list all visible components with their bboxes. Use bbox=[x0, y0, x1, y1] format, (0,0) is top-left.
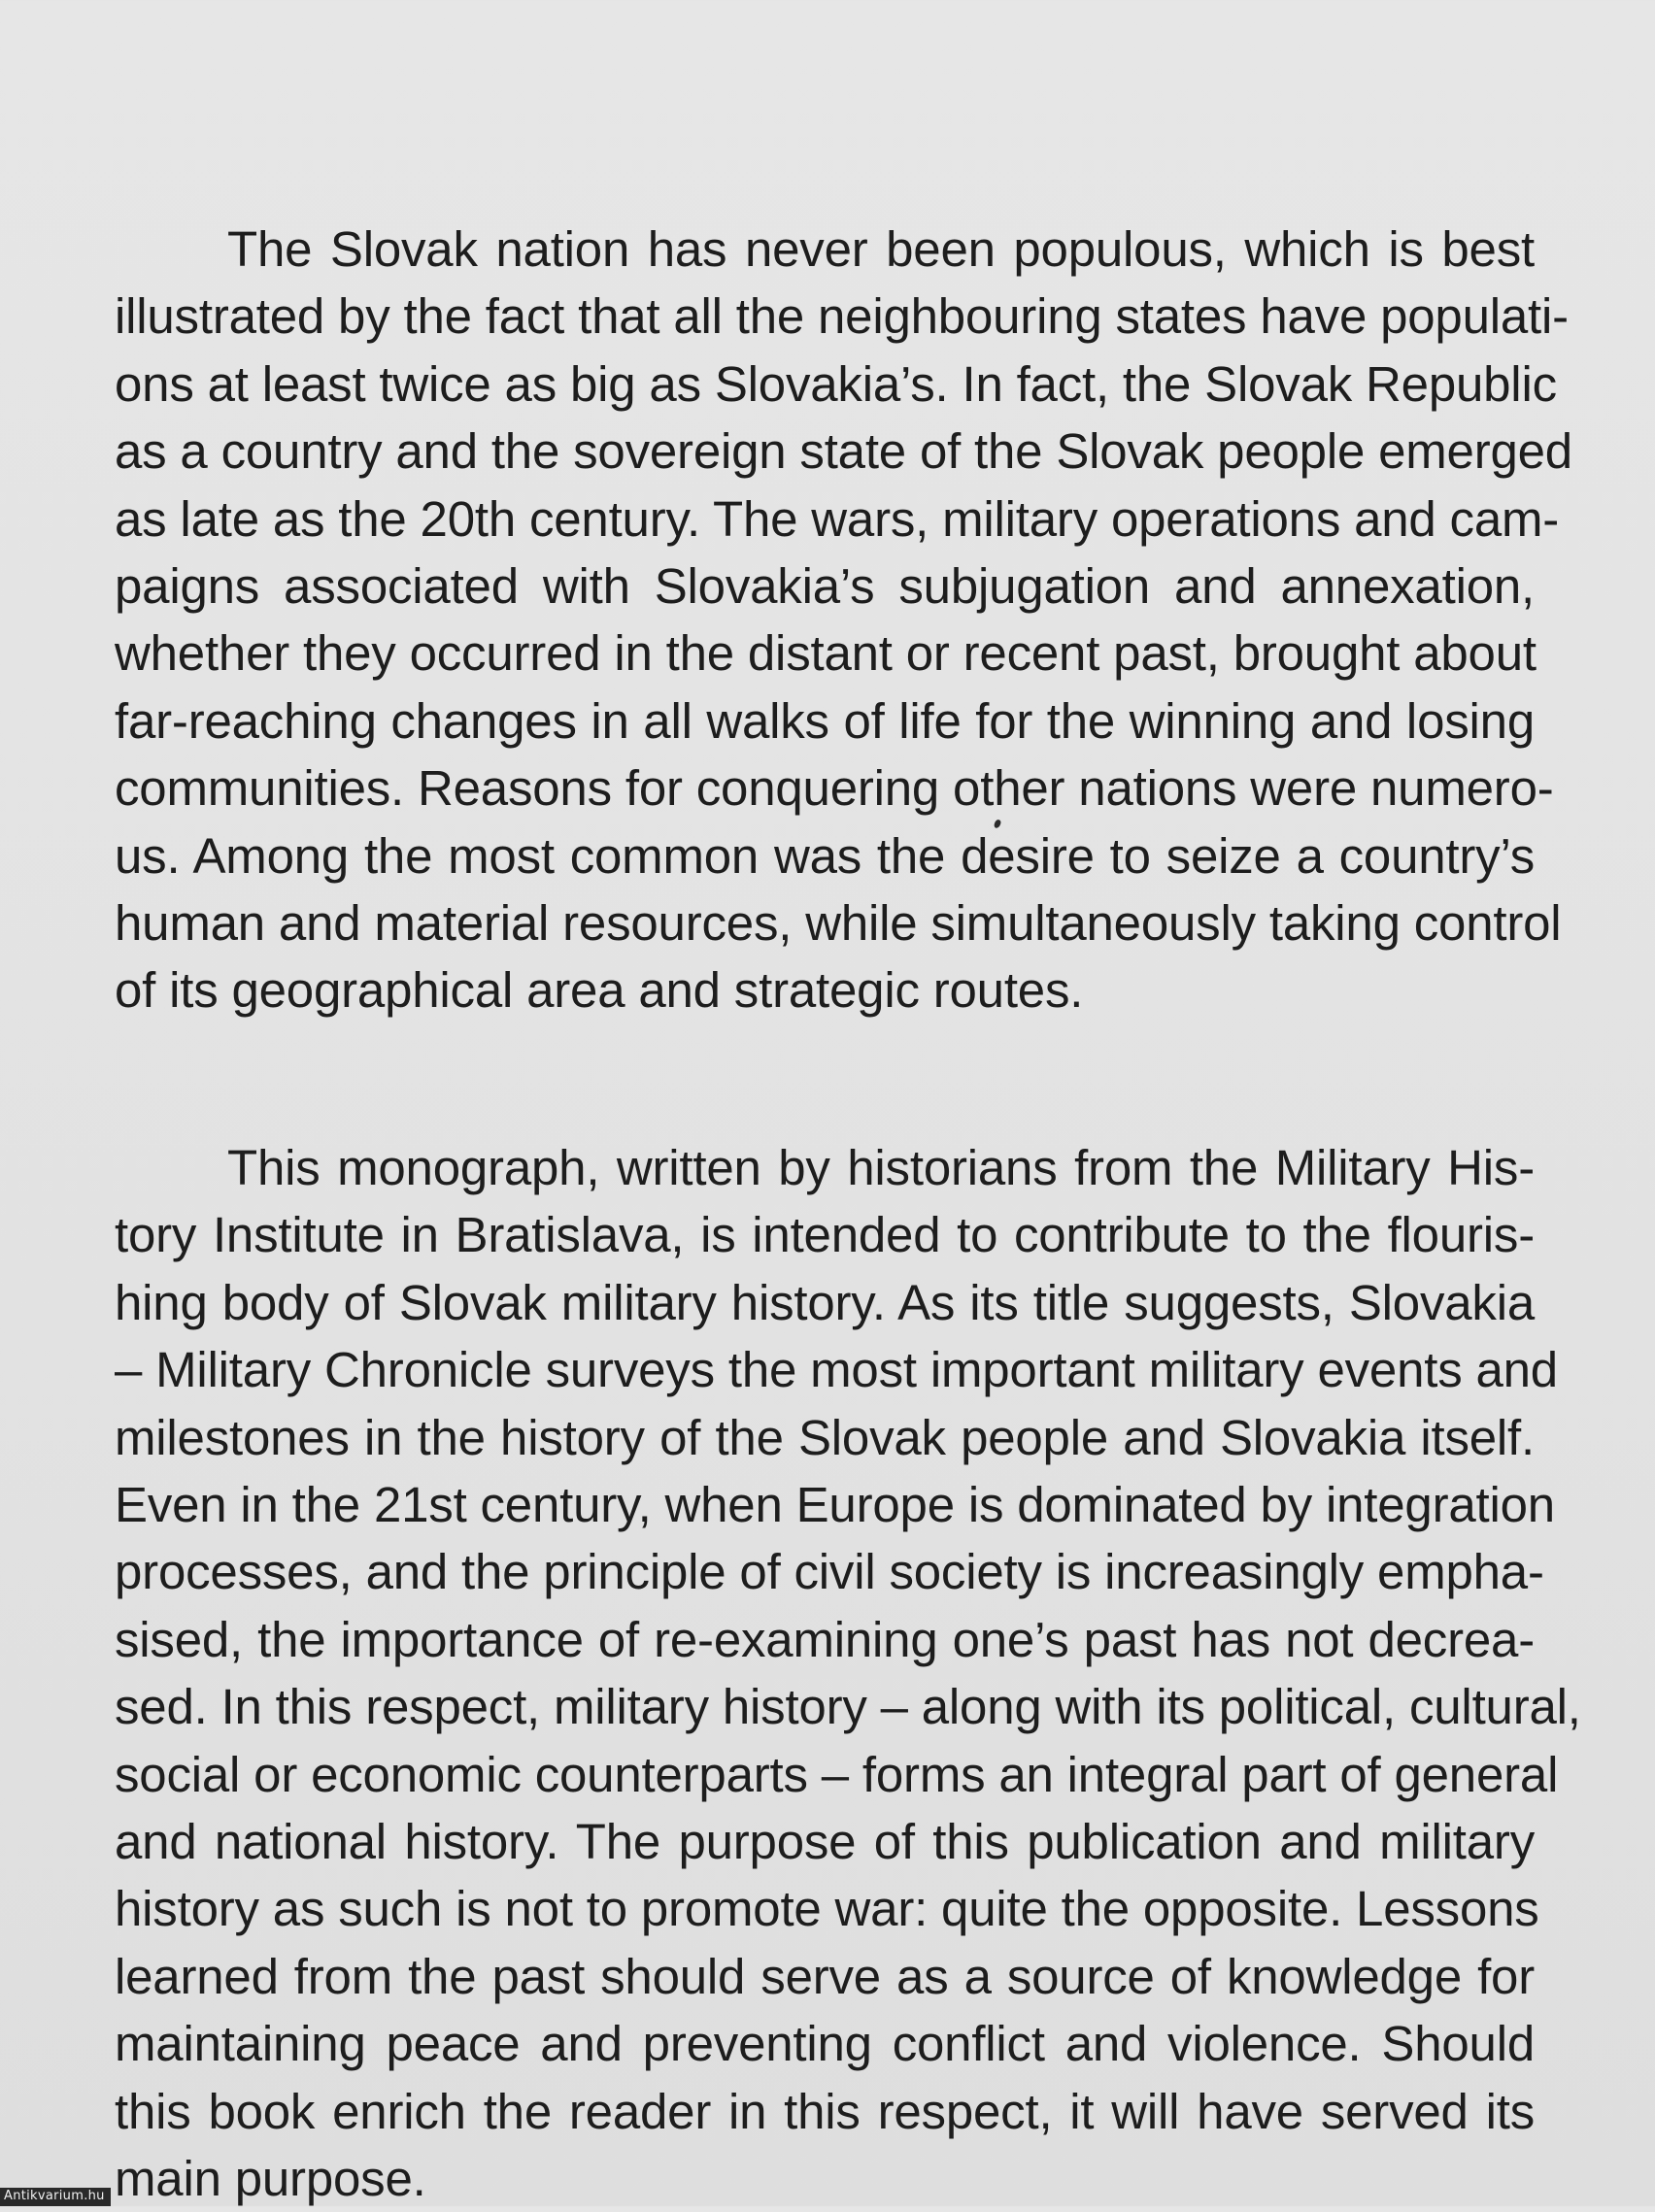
text-line: processes, and the principle of civil society is increasingly empha- bbox=[115, 1544, 1544, 1600]
text-line: sised, the importance of re-examining one’s past has not decrea- bbox=[115, 1611, 1535, 1667]
text-line: The Slovak nation has never been populous, which is best bbox=[227, 221, 1535, 277]
text-line: main purpose. bbox=[115, 2150, 426, 2206]
text-line: this book enrich the reader in this respect, it will have served its bbox=[115, 2083, 1535, 2139]
text-line: as late as the 20th century. The wars, military operations and cam- bbox=[115, 490, 1560, 547]
text-line: learned from the past should serve as a source of knowledge for bbox=[115, 1948, 1535, 2004]
text-line: of its geographical area and strategic routes. bbox=[115, 962, 1084, 1019]
text-line: Even in the 21st century, when Europe is dominated by integration bbox=[115, 1476, 1555, 1532]
text-line: social or economic counterparts – forms an integral part of general bbox=[115, 1746, 1559, 1802]
text-line: communities. Reasons for conquering other nations were numero- bbox=[115, 760, 1554, 817]
text-line: tory Institute in Bratislava, is intended to contribute to the flouris- bbox=[115, 1207, 1535, 1263]
text-line: whether they occurred in the distant or recent past, brought about bbox=[115, 625, 1537, 682]
document-page bbox=[115, 216, 1581, 2212]
text-line: far-reaching changes in all walks of life for the winning and losing bbox=[115, 692, 1535, 749]
text-line: paigns associated with Slovakia’s subjugation and annexation, bbox=[115, 558, 1535, 615]
text-line: as a country and the sovereign state of the Slovak people emerged bbox=[115, 423, 1572, 480]
paragraph-1 bbox=[115, 216, 1572, 1024]
text-line: and national history. The purpose of this publication and military bbox=[115, 1813, 1535, 1869]
text-line: – Military Chronicle surveys the most important military events and bbox=[115, 1342, 1558, 1398]
text-line: illustrated by the fact that all the neighbouring states have populati- bbox=[115, 288, 1569, 345]
text-line: hing body of Slovak military history. As its title suggests, Slovakia bbox=[115, 1274, 1535, 1330]
text-line: milestones in the history of the Slovak people and Slovakia itself. bbox=[115, 1409, 1535, 1465]
text-line: sed. In this respect, military history – along with its political, cultural, bbox=[115, 1679, 1581, 1735]
watermark: Antikvarium.hu bbox=[0, 2188, 111, 2206]
text-line: history as such is not to promote war: quite the opposite. Lessons bbox=[115, 1881, 1539, 1937]
paragraph-2 bbox=[115, 1134, 1581, 2212]
text-line: us. Among the most common was the desire to seize a country’s bbox=[115, 827, 1535, 884]
text-line: maintaining peace and preventing conflict and violence. Should bbox=[115, 2016, 1535, 2072]
text-line: This monograph, written by historians from the Military His- bbox=[227, 1139, 1535, 1195]
text-line: human and material resources, while simultaneously taking control bbox=[115, 895, 1562, 952]
text-line: ons at least twice as big as Slovakia’s. In fact, the Slovak Republic bbox=[115, 355, 1557, 412]
